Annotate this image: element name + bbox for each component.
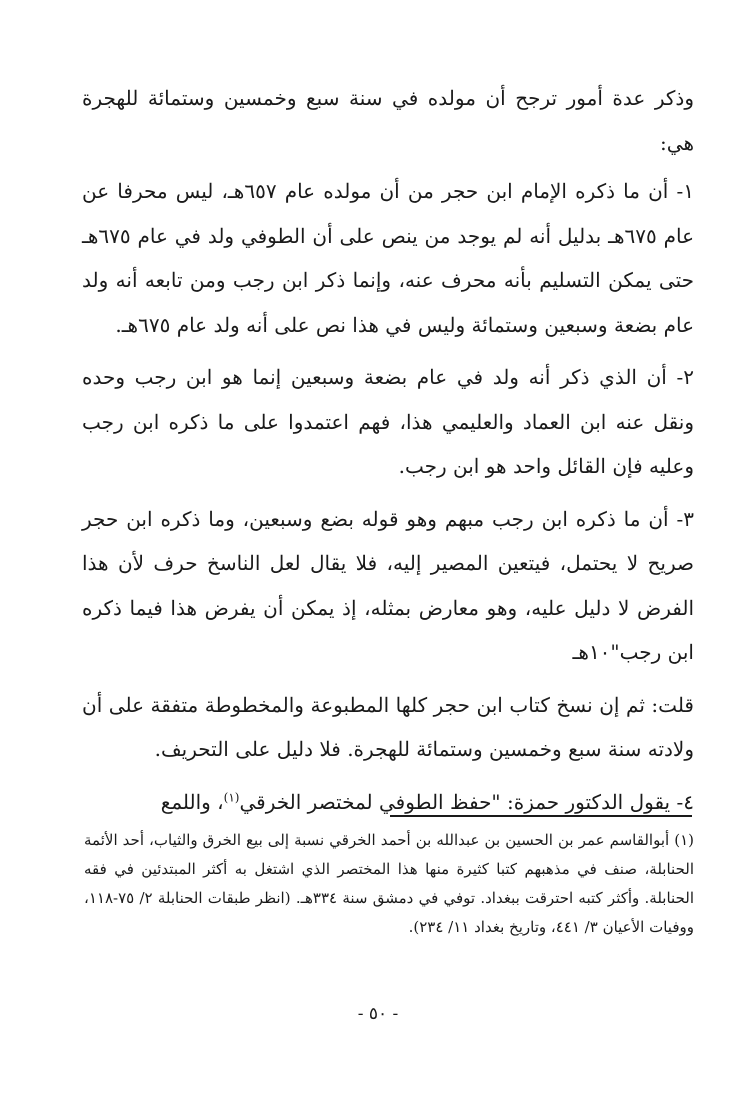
item4-text: ٤- يقول الدكتور حمزة: "حفظ الطوفي لمختصر الخرقي [239,789,694,814]
footnote-1: (١) أبوالقاسم عمر بن الحسين بن عبدالله بن أحمد الخرقي نسبة إلى بيع الخرق والثياب، أحد الأئمة الحنابلة، صنف في مذهبهم كتبا كثيرة منها هذا المختصر الذي اشتغل به أكثر المبتدئين في فقه الحنابلة. وأكثر كتبه احترقت ببغداد. توفي في دمشق سنة ٣٣٤هـ. (انظر طبقات الحنابلة ٢/ ٧٥-١١٨، ووفيات الأعيان ٣/ ٤٤١، وتاريخ بغداد ١١/ ٢٣٤). [84,831,694,936]
list-item: ٣- أن ما ذكره ابن رجب مبهم وهو قوله بضع وسبعين، وما ذكره ابن حجر صريح لا يحتمل، فيتعين المصير إليه، فلا يقال لعل الناسخ حرف لأن هذا الفرض لا دليل عليه، وهو معارض بمثله، إذ يمكن أن يفرض هذا فيما ذكره ابن رجب"١٠هـ [82,506,694,664]
footnotes [84,826,694,942]
footnote-reference[interactable]: (١) [223,789,240,804]
page-number: - ٥٠ - [357,1004,399,1024]
list-item-4 [82,780,694,825]
main-text [82,76,694,832]
intro-paragraph: وذكر عدة أمور ترجح أن مولده في سنة سبع وخمسين وستمائة للهجرة هي: [82,86,694,155]
list-item: ١- أن ما ذكره الإمام ابن حجر من أن مولده عام ٦٥٧هـ، ليس محرفا عن عام ٦٧٥هـ بدليل أنه لم يوجد من ينص على أن الطوفي ولد في عام ٦٧٥هـ حتى يمكن التسليم بأنه محرف عنه، وإنما ذكر ابن رجب ومن تابعه أنه ولد عام بضعة وسبعين وستمائة وليس في هذا نص على أنه ولد عام ٦٧٥هـ. [82,179,694,337]
list-item: ٢- أن الذي ذكر أنه ولد في عام بضعة وسبعين إنما هو ابن رجب وحده ونقل عنه ابن العماد والعليمي هذا، فهم اعتمدوا على ما ذكره ابن رجب وعليه فإن القائل واحد هو ابن رجب. [82,365,694,478]
author-note-paragraph: قلت: ثم إن نسخ كتاب ابن حجر كلها المطبوعة والمخطوطة متفقة على أن ولادته سنة سبع وخمسين وستمائة للهجرة. فلا دليل على التحريف. [82,692,694,761]
footnote-divider [390,815,692,817]
item4-text-end: ، واللمع [160,789,224,814]
